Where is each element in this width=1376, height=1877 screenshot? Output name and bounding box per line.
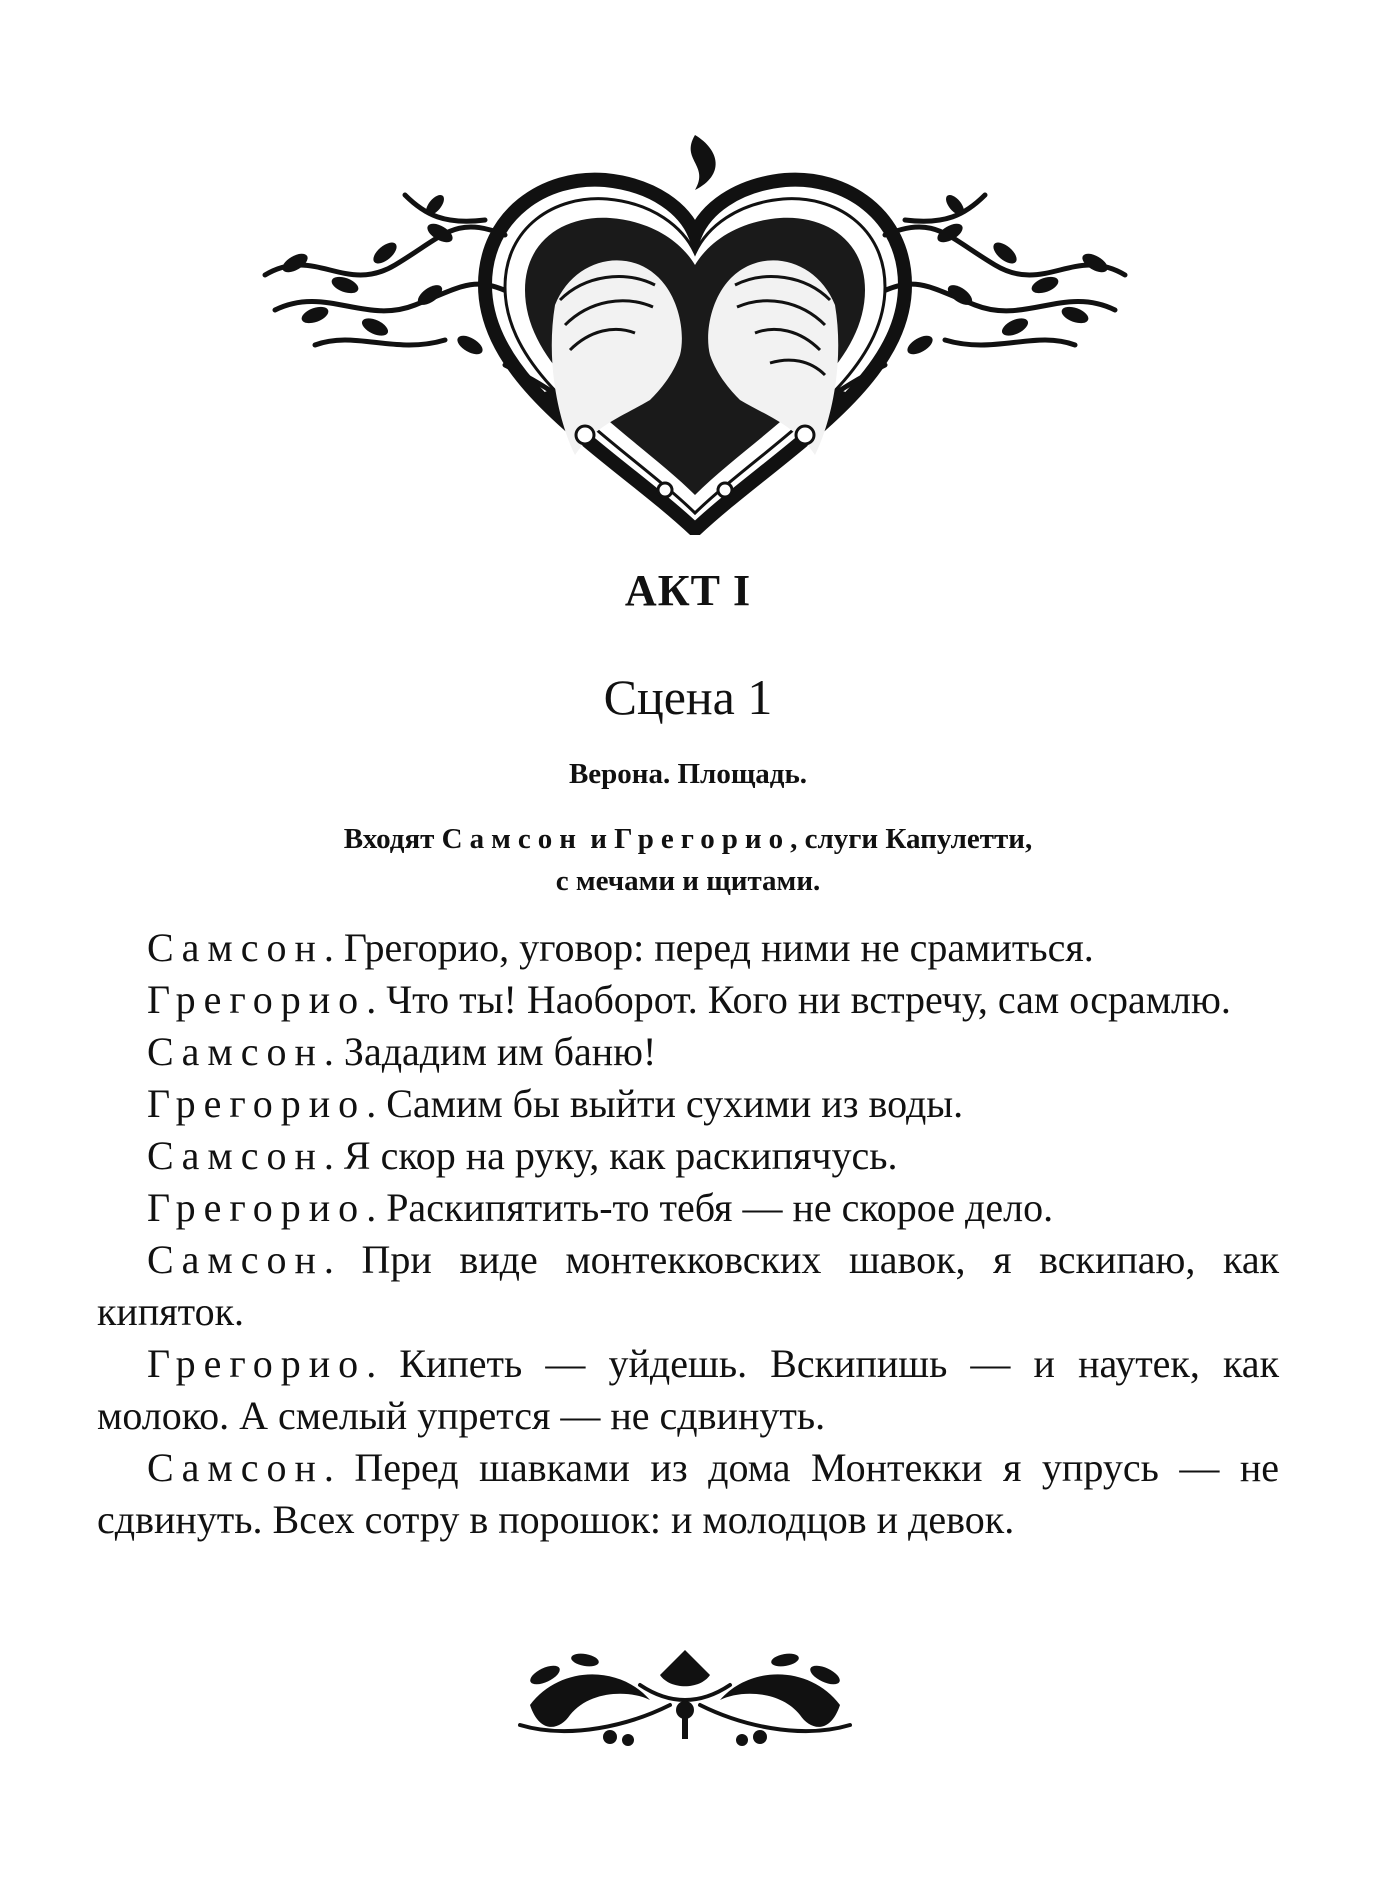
dialogue-line (97, 1182, 1279, 1234)
speech-text: . Грегорио, уговор: перед ними не срамиться. (323, 925, 1094, 970)
stage-direction-prefix: Входят (343, 823, 442, 855)
stage-direction-line-2: с мечами и щитами. (555, 865, 821, 897)
act-title: АКТ I (624, 566, 752, 615)
dialogue-line (97, 1338, 1279, 1442)
speech-text: . Я скор на руку, как раскипячусь. (323, 1133, 898, 1178)
stage-direction-character-2: Грегорио (614, 823, 791, 855)
speaker-name: Самсон (147, 925, 324, 970)
speaker-name: Самсон (147, 1133, 324, 1178)
speaker-name: Грегорио (147, 1185, 367, 1230)
dialogue-line (97, 1130, 1279, 1182)
speech-text: . При виде монтекковских шавок, я вскипаю, как кипяток. (97, 1237, 1279, 1334)
dialogue-line (97, 1442, 1279, 1546)
dialogue-line (97, 974, 1279, 1026)
dialogue-line (97, 922, 1279, 974)
stage-direction-suffix: , слуги Капулетти, (790, 823, 1033, 855)
speech-text: . Самим бы выйти сухими из воды. (366, 1081, 964, 1126)
speaker-name: Самсон (147, 1029, 324, 1074)
dialogue-block (97, 922, 1279, 1546)
speaker-name: Самсон (147, 1237, 324, 1282)
speech-text: . Зададим им баню! (323, 1029, 657, 1074)
stage-direction (0, 818, 1376, 902)
scene-title: Сцена 1 (603, 669, 773, 725)
speaker-name: Самсон (147, 1445, 324, 1490)
heart-vignette-illustration (255, 135, 1135, 535)
stage-direction-conjunction: и (582, 823, 615, 855)
speech-text: . Что ты! Наоборот. Кого ни встречу, сам осрамлю. (366, 977, 1231, 1022)
floral-ornament-illustration (510, 1645, 860, 1750)
dialogue-line (97, 1078, 1279, 1130)
speech-text: . Раскипятить-то тебя — не скорое дело. (366, 1185, 1054, 1230)
speech-text: . Перед шавками из дома Монтекки я упрусь — не сдвинуть. Всех сотру в порошок: и молодцов и девок. (97, 1445, 1279, 1542)
speaker-name: Грегорио (147, 1081, 367, 1126)
stage-direction-line-1 (0, 818, 1376, 860)
speech-text: . Кипеть — уйдешь. Вскипишь — и наутек, как молоко. А смелый упрется — не сдвинуть. (97, 1341, 1279, 1438)
speaker-name: Грегорио (147, 1341, 367, 1386)
speaker-name: Грегорио (147, 977, 367, 1022)
scene-location: Верона. Площадь. (568, 758, 808, 790)
stage-direction-character-1: Самсон (441, 823, 583, 855)
dialogue-line (97, 1234, 1279, 1338)
dialogue-line (97, 1026, 1279, 1078)
